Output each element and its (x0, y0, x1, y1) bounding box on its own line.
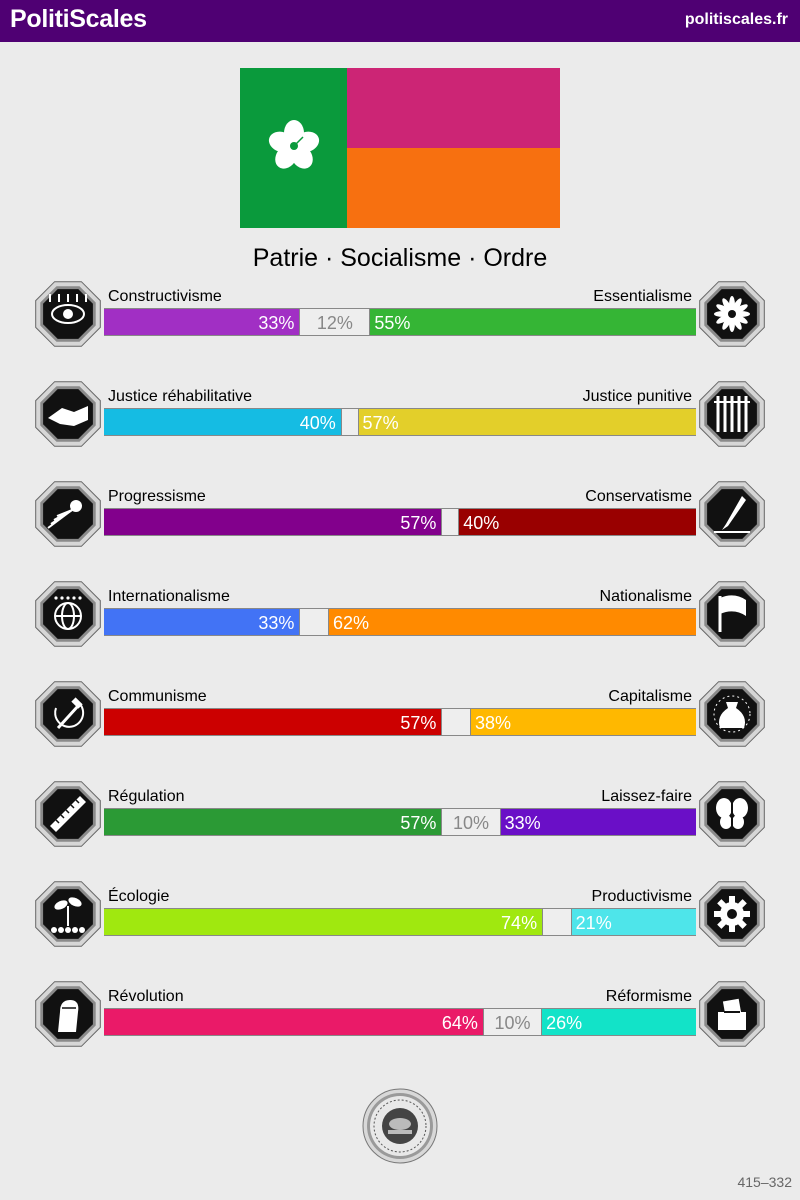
axis-bar-neutral-segment (299, 309, 370, 335)
axis-right-label: Conservatisme (585, 488, 692, 505)
axis-right-percent: 62% (332, 613, 369, 633)
axis-left-label: Révolution (108, 988, 184, 1005)
axis-bar (104, 508, 696, 536)
axis-right-label: Justice punitive (582, 388, 692, 405)
axis-row (0, 788, 800, 888)
axis-neutral-percent: 10% (453, 813, 490, 833)
axis-left-label: Internationalisme (108, 588, 230, 605)
brand-title[interactable]: PolitiScales (10, 5, 147, 33)
axis-bar (104, 308, 696, 336)
axis-neutral-percent: 10% (494, 1013, 531, 1033)
axis-left-percent: 40% (299, 413, 336, 433)
axis-left-label: Progressisme (108, 488, 206, 505)
axis-left-percent: 57% (400, 813, 437, 833)
axis-row (0, 688, 800, 788)
axis-bar-right-segment (572, 909, 696, 935)
axis-right-label: Productivisme (591, 888, 692, 905)
flag-bottom-right-band (347, 148, 560, 228)
result-flag (240, 68, 560, 228)
axis-left-label: Régulation (108, 788, 185, 805)
axis-left-percent: 64% (441, 1013, 478, 1033)
axis-bar-right-segment (501, 809, 696, 835)
axis-right-label: Laissez-faire (601, 788, 692, 805)
raised-fist-icon (32, 978, 104, 1050)
axis-row (0, 388, 800, 488)
axis-row (0, 288, 800, 388)
sprout-icon (32, 878, 104, 950)
globe-icon (32, 578, 104, 650)
site-link[interactable]: politiscales.fr (684, 11, 788, 28)
motto-slogan: Patrie · Socialisme · Ordre (252, 244, 548, 272)
flag-icon (696, 578, 768, 650)
axis-row (0, 588, 800, 688)
axis-bar-right-segment (359, 409, 696, 435)
axis-left-percent: 57% (400, 513, 437, 533)
axis-bar-neutral-segment (441, 709, 471, 735)
ruler-icon (32, 778, 104, 850)
seal-icon (362, 1088, 438, 1164)
ballot-box-icon (696, 978, 768, 1050)
axis-bar (104, 408, 696, 436)
axis-right-percent: 21% (575, 913, 612, 933)
axis-left-percent: 74% (501, 913, 538, 933)
axis-bar-left-segment (104, 909, 542, 935)
axis-right-percent: 40% (463, 513, 500, 533)
butterfly-icon (696, 778, 768, 850)
axis-neutral-percent: 12% (316, 313, 353, 333)
footer-code: 415–332 (737, 1174, 792, 1190)
axis-left-label: Justice réhabilitative (108, 388, 253, 405)
eye-icon (32, 278, 104, 350)
axis-bar-left-segment (104, 709, 441, 735)
axis-row (0, 988, 800, 1088)
axis-row (0, 488, 800, 588)
axis-right-label: Capitalisme (608, 688, 692, 705)
prison-bars-icon (696, 378, 768, 450)
axis-bar (104, 808, 696, 836)
axis-bar-left-segment (104, 309, 299, 335)
axis-bar-neutral-segment (341, 409, 359, 435)
comet-icon (32, 478, 104, 550)
axis-bar (104, 1008, 696, 1036)
axis-bar-right-segment (370, 309, 696, 335)
handshake-icon (32, 378, 104, 450)
axis-right-label: Essentialisme (593, 288, 692, 305)
axis-bar (104, 608, 696, 636)
axis-bar-right-segment (329, 609, 696, 635)
axis-right-percent: 55% (374, 313, 411, 333)
axis-right-percent: 38% (475, 713, 512, 733)
axis-left-percent: 33% (258, 313, 295, 333)
axis-left-label: Écologie (108, 888, 170, 905)
gear-icon (696, 878, 768, 950)
flag-top-right-band (347, 68, 560, 148)
axis-row (0, 888, 800, 988)
axis-left-label: Constructivisme (108, 288, 222, 305)
axis-bar-right-segment (471, 709, 696, 735)
money-bag-icon (696, 678, 768, 750)
hammer-sickle-icon (32, 678, 104, 750)
axis-bar-neutral-segment (542, 909, 572, 935)
axis-right-percent: 33% (504, 813, 541, 833)
axis-right-percent: 26% (546, 1013, 583, 1033)
axis-bar-left-segment (104, 809, 441, 835)
axis-bar-right-segment (542, 1009, 696, 1035)
axis-bar (104, 708, 696, 736)
axis-bar-neutral-segment (441, 509, 459, 535)
axis-right-label: Réformisme (605, 988, 692, 1005)
axis-left-label: Communisme (108, 688, 207, 705)
axis-bar (104, 908, 696, 936)
axis-left-percent: 57% (400, 713, 437, 733)
flower-icon (696, 278, 768, 350)
axis-right-label: Nationalisme (599, 588, 692, 605)
axis-bar-neutral-segment (483, 1009, 542, 1035)
axis-bar-left-segment (104, 1009, 483, 1035)
axis-bar-left-segment (104, 509, 441, 535)
axis-bar-left-segment (104, 409, 341, 435)
axis-bar-neutral-segment (441, 809, 500, 835)
axis-bar-left-segment (104, 609, 299, 635)
quill-icon (696, 478, 768, 550)
axis-bar-neutral-segment (299, 609, 329, 635)
axis-left-percent: 33% (258, 613, 295, 633)
header-bar (0, 0, 800, 42)
axis-right-percent: 57% (362, 413, 399, 433)
axis-bar-right-segment (459, 509, 696, 535)
